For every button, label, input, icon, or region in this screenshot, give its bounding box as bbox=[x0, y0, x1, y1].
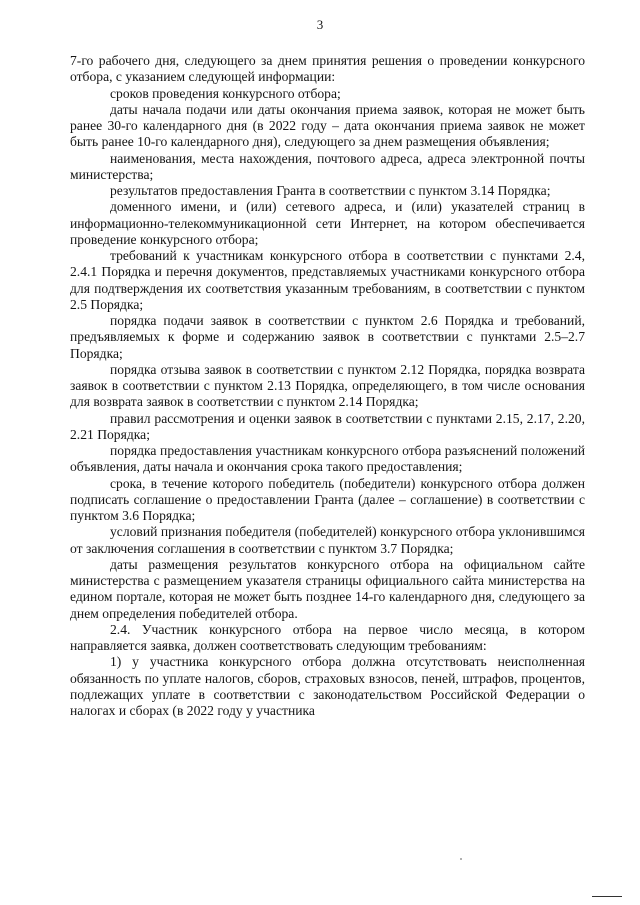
list-item-results-publication: даты размещения результатов конкурсного отбора на официальном сайте министерства с размещением указателя страницы официального сайта министерства на едином портале, которая не может быть позднее 14-го календарного дня, следующего за днем определения победителей отбора. bbox=[70, 556, 585, 621]
list-item-evasion-conditions: условий признания победителя (победителей) конкурсного отбора уклонившимся от заключения соглашения в соответствии с пунктом 3.7 Порядка; bbox=[70, 524, 585, 556]
scan-speck bbox=[460, 858, 462, 860]
list-item-withdrawal-procedure: порядка отзыва заявок в соответствии с пунктом 2.12 Порядка, порядка возврата заявок в соответствии с пунктом 2.13 Порядка, определяющего, в том числе основания для возврата заявок в соответствии с пунктом 2.14 Порядка; bbox=[70, 361, 585, 410]
list-item-ministry-contacts: наименования, места нахождения, почтового адреса, адреса электронной почты министерства; bbox=[70, 150, 585, 182]
list-item-deadlines: сроков проведения конкурсного отбора; bbox=[110, 85, 341, 101]
footer-rule bbox=[592, 896, 622, 897]
list-item-grant-results: результатов предоставления Гранта в соответствии с пунктом 3.14 Порядка; bbox=[110, 183, 551, 198]
list-item-submission-procedure: порядка подачи заявок в соответствии с пунктом 2.6 Порядка и требований, предъявляемых к форме и содержанию заявок в соответствии с пунктами 2.5–2.7 Порядка; bbox=[70, 313, 585, 361]
list-item-participant-requirements: требований к участникам конкурсного отбора в соответствии с пунктами 2.4, 2.4.1 Порядка и перечня документов, представляемых участниками конкурсного отбора для подтверждения их соответствия указанным требованиям, в соответствии с пунктом 2.5 Порядка; bbox=[70, 248, 585, 312]
requirement-item-1: 1) у участника конкурсного отбора должна отсутствовать неисполненная обязанность по уплате налогов, сборов, страховых взносов, пеней, штрафов, процентов, подлежащих уплате в соответствии с законодательством Российской Федерации о налогах и сборах (в 2022 году у участника bbox=[70, 654, 585, 718]
section-2-4-heading: 2.4. Участник конкурсного отбора на первое число месяца, в котором направляется заявка, должен соответствовать следующим требованиям: bbox=[70, 621, 585, 653]
list-item-clarifications: порядка предоставления участникам конкурсного отбора разъяснений положений объявления, даты начала и окончания срока такого предоставления; bbox=[70, 443, 585, 475]
list-item-application-dates: даты начала подачи или даты окончания приема заявок, которая не может быть ранее 30-го календарного дня (в 2022 году – дата окончания приема заявок не может быть ранее 10-го календарного дня), следующего за днем размещения объявления; bbox=[70, 101, 585, 150]
page-number: 3 bbox=[316, 17, 324, 32]
document-body bbox=[70, 53, 585, 719]
list-item-evaluation-rules: правил рассмотрения и оценки заявок в соответствии с пунктами 2.15, 2.17, 2.20, 2.21 Порядка; bbox=[70, 410, 585, 442]
list-item-domain-name: доменного имени, и (или) сетевого адреса, и (или) указателей страниц в информационно-телекоммуникационной сети Интернет, на котором обеспечивается проведение конкурсного отбора; bbox=[70, 199, 585, 247]
list-item-agreement-deadline: срока, в течение которого победитель (победители) конкурсного отбора должен подписать соглашение о предоставлении Гранта (далее – соглашение) в соответствии с пунктом 3.6 Порядка; bbox=[70, 475, 585, 523]
paragraph-continuation: 7-го рабочего дня, следующего за днем принятия решения о проведении конкурсного отбора, с указанием следующей информации: bbox=[70, 53, 585, 85]
